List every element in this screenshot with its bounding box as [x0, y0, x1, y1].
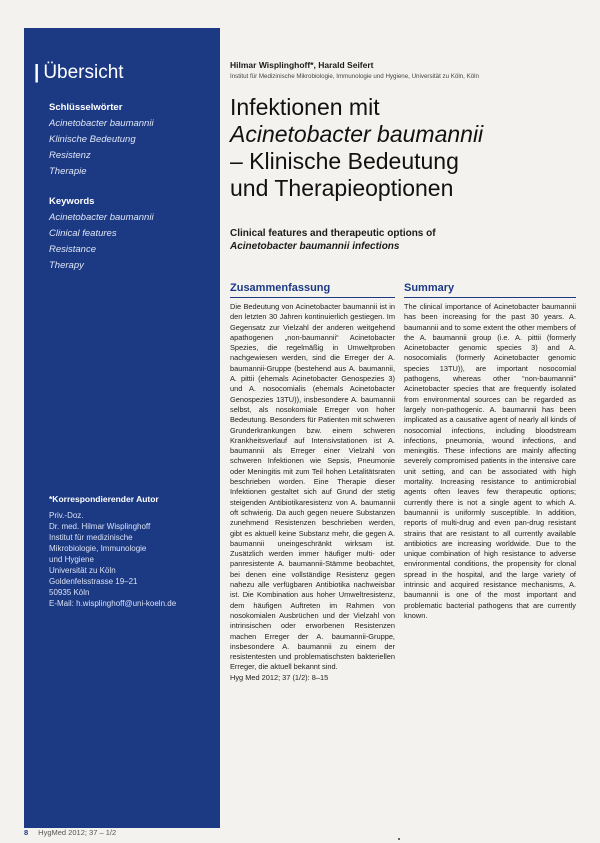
page-mark	[398, 838, 400, 840]
authors: Hilmar Wisplinghoff*, Harald Seifert	[230, 60, 374, 70]
sidebar	[24, 28, 220, 828]
affiliation: Institut für Medizinische Mikrobiologie, Immunologie und Hygiene, Universität zu Köln, Köln	[230, 73, 479, 80]
keywords-de	[49, 100, 154, 180]
keyword-de-item: Klinische Bedeutung	[49, 134, 136, 145]
keyword-en-item: Therapy	[49, 260, 84, 271]
corr-line: Dr. med. Hilmar Wisplinghoff	[49, 522, 151, 531]
keywords-en	[49, 194, 154, 274]
keyword-de-item: Acinetobacter baumannii	[49, 118, 154, 129]
keyword-de-item: Resistenz	[49, 150, 91, 161]
corr-email: E-Mail: h.wisplinghoff@uni-koeln.de	[49, 599, 177, 608]
corr-line: 50935 Köln	[49, 588, 90, 597]
corr-line: und Hygiene	[49, 555, 94, 564]
page-number: 8	[24, 828, 29, 837]
zusammenfassung-text: Die Bedeutung von Acinetobacter baumannii ist in den letzten 30 Jahren kontinuierlich gestiegen. Im Gegensatz zur Vielzahl der anderen weitgehend apathogenen „non-baumannii“ Acinetobacter Spezies, die regelmäßig in Umweltproben nachgewiesen werden, sind die Erreger der A. baumannii-Gruppe (bestehend aus A. baumannii, A. pittii (ehemals Acinetobacter Genospezies 3) und A. nosocomialis (ehemals Acinetobacter Genospezies 13TU)), insbesondere A. baumannii selbst, als nosokomiale Erreger von hoher Bedeutung. Besonders für Patienten mit schweren Grunderkrankungen bzw. einem schweren Krankheitsverlauf auf Intensivstationen ist A. baumannii als Erreger einer Vielzahl von schweren Infektionen wie Sepsis, Pneumonie oder Meningitis mit zum Teil hohen Letalitätsraten beschrieben worden. Eine Therapie dieser Infektionen gestaltet sich auf Grund der stetig steigenden Antibiotikaresistenz von A. baumannii oft schwierig. Da auch gegen neuere Substanzen zunehmend Resistenzen beschrieben werden, gibt es aktuell keine Substanz mehr, die gegen A. baumannii uneingeschränkt wirksam ist. Zusätzlich werden immer häufiger multi- oder panresistente A. baumannii-Stämme beobachtet, bei denen eine vollständige Resistenz gegen nahezu alle verfügbaren Antibiotika nachweisbar ist. Die Kombination aus hoher Umweltresistenz, dem häufigen Auftreten im Rahmen von nosokomialen Ausbrüchen und der Vielzahl von intrinsischen oder erworbenen Resistenzen machen Erreger der A. baumannii-Gruppe, insbesondere A. baumannii zu einem der resistentesten und problematischsten bakteriellen Erreger, die aktuell bekannt sind.	[230, 302, 395, 672]
corr-line: Goldenfelsstrasse 19–21	[49, 577, 138, 586]
article-subtitle: Clinical features and therapeutic options of Acinetobacter baumannii infections	[230, 228, 436, 252]
keywords-en-heading: Keywords	[49, 196, 95, 207]
zusammenfassung-column	[230, 282, 395, 683]
corr-line: Priv.-Doz.	[49, 511, 84, 520]
corr-line: Mikrobiologie, Immunologie	[49, 544, 147, 553]
keywords-de-heading: Schlüsselwörter	[49, 102, 123, 113]
corresponding-author-heading: *Korrespondierender Autor	[49, 494, 159, 504]
page-footer	[24, 828, 116, 837]
journal-citation: HygMed 2012; 37 – 1/2	[38, 828, 117, 837]
corr-line: Universität zu Köln	[49, 566, 116, 575]
keyword-en-item: Resistance	[49, 244, 96, 255]
corr-line: Institut für medizinische	[49, 533, 133, 542]
zusammenfassung-heading: Zusammenfassung	[230, 282, 395, 298]
summary-text: The clinical importance of Acinetobacter baumannii has been increasing for the past 30 years. A. baumannii and to some extent the other members of the A. baumannii group (i.e. A. pittii (formerly Acinetobacter genomic species 3) and A. nosocomialis (formerly Acinetobacter genomic species 13TU)), are important nosocomial pathogens, whereas other “non-baumannii” Acinetobacter species that are frequently isolated from environmental sources can be regarded as largely non-pathogenic. A. baumannii has been implicated as a causative agent of nearly all kinds of nosocomial infections, including bloodstream infections, pneumonia, wound infections, and meningitis. These infections are mainly affecting severely compromised patients in the intensive care unit setting, and can be associated with high mortality. Increasing resistance to antimicrobial agents often leaves few therapeutic options; currently there is not a single agent to which A. baumannii is uniformly susceptible. In addition, reports of multi-drug and even pan-drug resistant strains that are resistant to all currently available antibiotics are increasing worldwide. Due to the unique combination of high resistance to adverse environmental conditions, the propensity for clonal spread in the hospital, and the large variety of intrinsic and acquired resistance mechanisms, A. baumannii is one of the most important and problematic bacterial pathogens that are currently known.	[404, 302, 576, 620]
article-title: Infektionen mit Acinetobacter baumannii – Klinische Bedeutung und Therapieoptionen	[230, 94, 484, 201]
keyword-en-item: Clinical features	[49, 228, 117, 239]
keyword-de-item: Therapie	[49, 166, 87, 177]
summary-heading: Summary	[404, 282, 576, 298]
keyword-en-item: Acinetobacter baumannii	[49, 212, 154, 223]
section-title: | Übersicht	[34, 62, 124, 83]
corresponding-author	[49, 494, 176, 609]
summary-column	[404, 282, 576, 621]
zusammenfassung-citation: Hyg Med 2012; 37 (1/2): 8–15	[230, 672, 329, 682]
